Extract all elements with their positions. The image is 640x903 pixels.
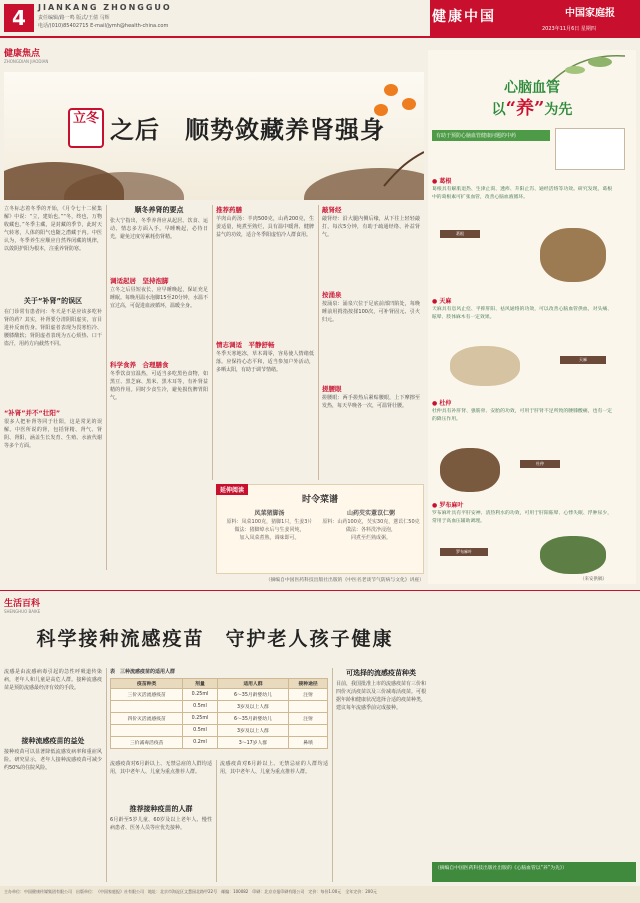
column-divider: [212, 205, 213, 480]
table-row: [111, 737, 328, 749]
herb-description: 天麻具有息风止痉、平抑肝阳、祛风通络的功效，可以改善心脑血管供血，对头痛、眩晕、肢体麻木有一定效果。: [432, 307, 612, 320]
sidebar-title-line2: [428, 98, 636, 121]
table-cell: 三价灭活流感疫苗: [111, 689, 183, 701]
page-footer: 主办单位：中国健康传媒集团有限公司 出版单位：《中国家庭报》社有限公司 地址：北京市海淀区文慧园北路甲22号 邮编：100082 印刷：北京京报印刷有限公司 定价：每份1.00元 全年定价：200元: [0, 886, 640, 903]
page-number: 4: [4, 4, 34, 32]
herb-heading: ● 葛根: [432, 178, 452, 185]
table-cell: 注射: [289, 713, 328, 725]
table-cell: 3～17岁人群: [217, 737, 289, 749]
lower-col3-subhead: 可选择的流感疫苗种类: [346, 669, 416, 677]
sidebar-subtitle-bar: 有助于预防心脑血管健康问题的中药: [432, 130, 550, 141]
header-rule: [0, 36, 640, 38]
table-cell: [289, 725, 328, 737]
column-divider: [332, 668, 333, 882]
lower-headline: 科学接种流感疫苗 守护老人孩子健康: [36, 628, 394, 650]
tag-subtitle: SHENGHUO BAIKE: [4, 609, 41, 614]
lead-col2-paragraph: 立冬之后昼短夜长，应早睡晚起，保证充足睡眠。每晚用温水泡脚15至20分钟，水温不宜过高，可促进血液循环，温暖全身。: [110, 287, 208, 309]
lower-col2-paragraph: 流感疫苗对6月龄以上、无禁忌症的人群均适用，其中老年人、儿童为重点推荐人群。: [110, 761, 212, 775]
table-cell: [111, 725, 183, 737]
lead-col3-subhead: 推荐药膳: [216, 206, 242, 214]
apocynum-leaf-image: [540, 536, 606, 574]
recipe-box-title: 时令菜谱: [301, 495, 338, 505]
herb-heading: ● 天麻: [432, 298, 452, 305]
lower-col1-paragraph: 接种疫苗可以显著降低流感发病率和重症风险。研究显示，老年人接种流感疫苗可减少约50%的住院风险。: [4, 749, 102, 771]
lower-col3-paragraph: 目前，我国批准上市的流感疫苗有三价和四价灭活疫苗以及三价减毒活疫苗。可根据年龄和健康状况选择合适的疫苗种类，建议每年流感季前完成接种。: [336, 681, 426, 711]
sidebar-title-line1: 心脑血管: [504, 80, 560, 96]
table-cell: 四价灭活流感疫苗: [111, 713, 183, 725]
table-cell: 0.25ml: [183, 689, 217, 701]
lead-col2-subhead: 顺冬养肾的要点: [134, 206, 184, 214]
recipe-line: 做法：各料洗净浸泡，: [345, 527, 396, 533]
lead-col1-subhead: 关于“补肾”的误区: [23, 297, 83, 305]
table-cell: [289, 701, 328, 713]
recipe-line: 做法：猪脚焯水后与生姜同炖，: [234, 527, 305, 533]
table-cell: 3岁及以上人群: [217, 701, 289, 713]
tag-title: 生活百科: [4, 599, 41, 609]
kudzu-root-image: [540, 228, 606, 282]
table-header-cell: 剂量: [183, 679, 217, 689]
lower-col1-subhead: 接种流感疫苗的益处: [21, 737, 85, 745]
lead-seal: 立冬: [68, 108, 104, 148]
herb-heading: ● 罗布麻叶: [432, 502, 464, 509]
editor-line: 责任编辑/路一鸣 版式/王倩 马辉: [38, 15, 110, 21]
lead-col4-subhead: 搓腰眼: [322, 385, 342, 393]
lower-col2-paragraph: 6月龄至5岁儿童、60岁及以上老年人、慢性病患者、医务人员等应优先接种。: [110, 817, 212, 831]
recipe-tag: 延伸阅读: [216, 484, 248, 495]
lead-col4-paragraph: 搓腰眼：两手搓热后紧贴腰眼，上下摩擦至发热，每天早晚各一次，可温肾壮腰。: [322, 395, 420, 409]
section-tag: [4, 46, 56, 62]
section-rule: [0, 590, 640, 591]
persimmon-icon: [402, 98, 416, 110]
lead-col3-paragraph: 冬季天寒地冻，草木凋零，容易使人情绪低落。应保持心态平和，适当参加户外活动，多晒太阳，有助于调节情绪。: [216, 351, 314, 373]
branch-illustration: [374, 150, 424, 190]
herb-label-card: 罗布麻叶: [440, 548, 488, 556]
recipe-line: 原料：山药100克，芡实30克，薏苡仁50克: [322, 519, 420, 525]
recipe-name: 山药芡实薏苡仁粥: [346, 510, 395, 517]
table-caption: 表 三种流感疫苗的适用人群: [110, 669, 176, 675]
table-cell: 0.5ml: [183, 701, 217, 713]
issue-date: 2023年11月6日 星期四: [542, 26, 596, 32]
herb-description: 罗布麻叶具有平肝安神、清热利水的功效，可用于肝阳眩晕、心悸失眠、浮肿尿少，常用于高血压辅助调理。: [432, 511, 612, 524]
persimmon-icon: [384, 84, 398, 96]
column-divider: [106, 668, 107, 882]
table-header-cell: 接种途径: [289, 679, 328, 689]
lead-headline: 之后 顺势敛藏养肾强身: [110, 115, 385, 144]
lead-col2-paragraph: 冬季饮食宜温热，可适当多吃黑色食物，如黑豆、黑芝麻、黑米、黑木耳等，有补肾益精的作用。同时少食生冷，避免损伤脾胃阳气。: [110, 371, 208, 401]
table-cell: 6～35月龄婴幼儿: [217, 689, 289, 701]
recipe-line: 原料：凤菜100克，猪脚1只，生姜3片: [226, 519, 313, 525]
herb-description: 杜仲具有补肝肾、强筋骨、安胎的功效，可用于肝肾不足所致的腰膝酸痛，也有一定的降压作用。: [432, 409, 612, 422]
recipe-line: 加入凤菜煮熟，调味即可。: [239, 535, 300, 541]
lower-col2-subhead: 推荐接种疫苗的人群: [129, 805, 193, 813]
herb-heading: ● 杜仲: [432, 400, 452, 407]
lead-credit: （摘编自中国医药科技出版社出版的《中医名老谈节气防病与文化》讲座）: [265, 578, 424, 583]
vaccine-table: [110, 678, 328, 749]
gastrodia-image: [450, 346, 520, 386]
table-row: [111, 713, 328, 725]
table-cell: 注射: [289, 689, 328, 701]
section-tag: [4, 596, 56, 612]
lower-col1-paragraph: 流感是由流感病毒引起的急性呼吸道传染病，老年人和儿童是高危人群。接种流感疫苗是预防流感最经济有效的手段。: [4, 669, 102, 691]
herb-description: 葛根具有解肌退热、生津止渴、透疹、升阳止泻、通经活络等功效。研究发现，葛根中的葛根素可扩张血管，改善心脑血液循环。: [432, 187, 612, 200]
table-cell: 0.25ml: [183, 713, 217, 725]
lead-col4-paragraph: 按涌泉：涌泉穴位于足底前部凹陷处，每晚睡前用拇指按揉100次，可补肾固元、引火归元。: [322, 301, 420, 323]
lead-col1-paragraph: 立冬标志着冬季的开始，《月令七十二候集解》中说：“立，建始也。”“冬，终也，万物收藏也。”冬季主藏，是封藏的季节，此时天气转寒，人体的阳气也随之潜藏于内。中医认为，冬季养生应顺应自然界闭藏的规律，以敛阴护阳为根本，注重养肾防寒。: [4, 206, 102, 252]
book-cover-image: [555, 128, 625, 170]
lead-col4-subhead: 按涌泉: [322, 291, 342, 299]
table-cell: 0.2ml: [183, 737, 217, 749]
sidebar-credit: （摘编自中国医药科技出版社出版的《心脑血管以“养”为先》）: [432, 862, 636, 882]
column-divider: [216, 760, 217, 882]
eucommia-image: [440, 448, 500, 492]
contact-line: 电话/(010)85402715 E-mail/jymh@health-china.com: [38, 23, 169, 29]
lower-col2b-paragraph: 流感疫苗对6月龄以上、无禁忌症的人群均适用，其中老年人、儿童为重点推荐人群。: [220, 761, 328, 775]
lead-col2-subhead: 调适起居 坚持泡脚: [110, 277, 169, 285]
herb-label-card: 杜仲: [520, 460, 560, 468]
table-cell: 0.5ml: [183, 725, 217, 737]
sidebar-note: （来安供稿）: [580, 577, 607, 582]
table-header-cell: 疫苗种类: [111, 679, 183, 689]
table-cell: 6～35月龄婴幼儿: [217, 713, 289, 725]
table-cell: 3岁及以上人群: [217, 725, 289, 737]
lead-col3-subhead: 情志调适 平静舒畅: [216, 341, 275, 349]
lead-col1-subhead: “补肾”并不“壮阳”: [4, 409, 61, 417]
table-cell: 三价减毒活疫苗: [111, 737, 183, 749]
lead-col3-paragraph: 羊肉山药汤：羊肉500克，山药200克，生姜适量，炖煮至熟烂，具有温中暖肾、健脾益气的功效，适合冬季阳虚怕冷人群食用。: [216, 216, 314, 238]
herb-label-card: 葛根: [440, 230, 480, 238]
column-divider: [318, 205, 319, 480]
brand-label: JIANKANG ZHONGGUO: [38, 3, 172, 12]
sidebar-title-emphasis: “养”: [505, 98, 545, 119]
recipe-name: 凤菜猪脚汤: [254, 510, 285, 517]
herb-label-card: 天麻: [560, 356, 606, 364]
table-header-cell: 适用人群: [217, 679, 289, 689]
tag-title: 健康焦点: [4, 49, 41, 59]
table-row: [111, 689, 328, 701]
page-header: [0, 0, 640, 36]
lead-col1-paragraph: 在门诊常有患者问：冬天是不是应该多吃补肾的药？其实，补肾要分清阴阳虚实，盲目进补反而伤身。肾阳虚者表现为畏寒怕冷、腰膝酸软；肾阴虚者表现为五心烦热、口干盗汗，用药方向截然不同。: [4, 309, 102, 347]
sidebar-title-pre: 以: [491, 102, 506, 118]
table-row: [111, 701, 328, 713]
lead-col2-subhead: 科学食养 合理膳食: [110, 361, 169, 369]
section-title: 健康中国: [432, 9, 496, 25]
lead-col4-subhead: 敲肾经: [322, 206, 342, 214]
sidebar-title-post: 为先: [544, 102, 573, 118]
lead-col2-paragraph: 张大宁指出，冬季养肾应从起居、饮食、运动、情志多方面入手。早睡晚起，必待日光，避免过度劳累耗伤肾精。: [110, 218, 208, 240]
table-cell: [111, 701, 183, 713]
table-row: [111, 725, 328, 737]
lead-col4-paragraph: 敲肾经：沿大腿内侧后缘，从下往上轻轻敲打，每次5分钟，有助于疏通经络、补益肾气。: [322, 216, 420, 238]
paper-name: 中国家庭报: [565, 8, 615, 19]
table-cell: 鼻喷: [289, 737, 328, 749]
lead-col1-paragraph: 很多人把补肾等同于壮阳，这是常见的误解。中医所说的肾，包括肾精、肾气、肾阴、肾阳，涵盖生长发育、生殖、水液代谢等多个方面。: [4, 419, 102, 449]
recipe-line: 同煮至烂熟成粥。: [350, 535, 391, 541]
tag-subtitle: ZHONGDIAN JIAODIAN: [4, 59, 49, 64]
column-divider: [106, 205, 107, 570]
